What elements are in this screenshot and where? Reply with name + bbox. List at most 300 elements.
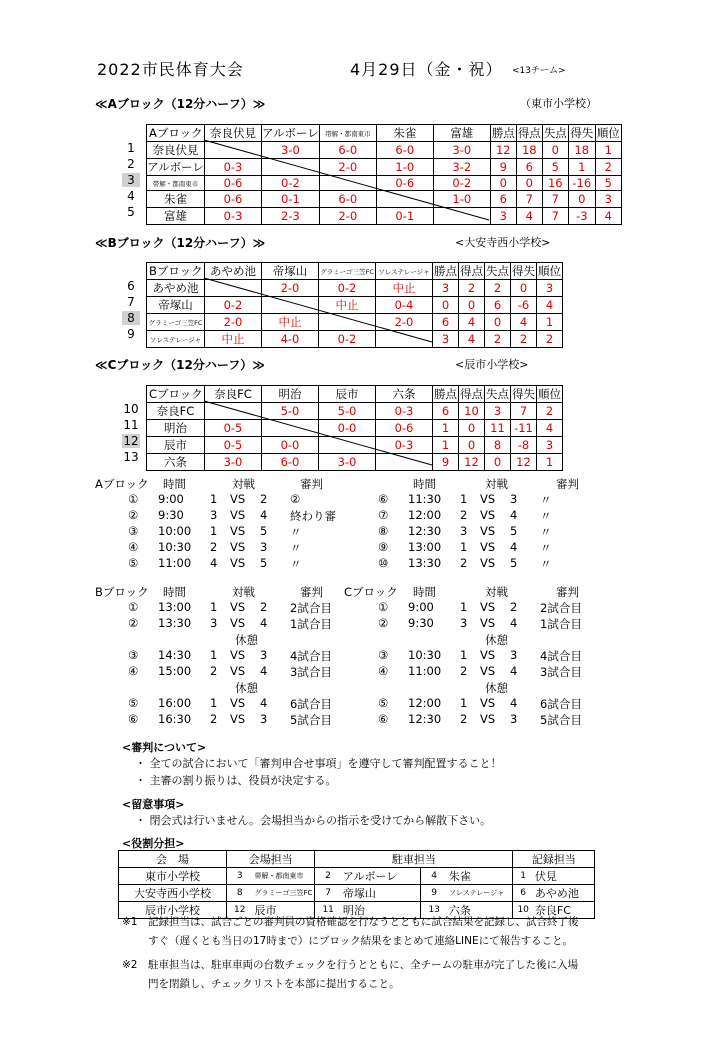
team-b: 2 bbox=[260, 600, 268, 614]
score-cell: 0-4 bbox=[376, 297, 433, 314]
referee: 〃 bbox=[540, 557, 552, 571]
team-a: 1 bbox=[210, 492, 218, 506]
column-header: 失点 bbox=[486, 387, 509, 401]
stat-cell: 5 bbox=[542, 159, 568, 176]
team-name: あやめ池 bbox=[147, 280, 205, 297]
match-no: ② bbox=[128, 508, 139, 522]
team-number: 10 bbox=[513, 902, 533, 919]
stat-cell: 9 bbox=[433, 454, 459, 471]
team-b: 4 bbox=[260, 664, 268, 678]
score-cell: 0-3 bbox=[205, 208, 262, 225]
break-label: 休憩 bbox=[235, 633, 258, 647]
score-cell: 2-0 bbox=[205, 314, 262, 331]
stat-cell: -8 bbox=[511, 437, 537, 454]
header-ref: 審判 bbox=[300, 477, 323, 491]
stat-cell: 1 bbox=[568, 159, 595, 176]
team-b: 5 bbox=[510, 556, 518, 570]
score-cell: 5-0 bbox=[262, 403, 319, 420]
score-cell: 3-0 bbox=[205, 454, 262, 471]
team-name: アルボーレ bbox=[147, 160, 204, 174]
referee: 〃 bbox=[290, 557, 302, 571]
team-number: 13 bbox=[421, 902, 447, 919]
score-cell: 4-0 bbox=[262, 331, 319, 348]
stat-cell: 2 bbox=[537, 331, 563, 348]
match-no: ③ bbox=[128, 648, 139, 662]
match-no: ⑥ bbox=[128, 712, 139, 726]
stat-cell: 0 bbox=[459, 437, 485, 454]
team-b: 4 bbox=[260, 508, 268, 522]
score-cell: 0-1 bbox=[376, 208, 433, 225]
vs-label: VS bbox=[230, 696, 246, 710]
team-name: 帯解・都南東市 bbox=[147, 176, 205, 191]
referee: 〃 bbox=[540, 509, 552, 523]
team-name: 明治 bbox=[147, 420, 205, 437]
break-label: 休憩 bbox=[485, 633, 508, 647]
score-cell: 3-0 bbox=[433, 142, 490, 159]
column-header: 朱雀 bbox=[376, 125, 433, 142]
score-cell: 0-3 bbox=[376, 437, 433, 454]
caution-item-1: ・ 閉会式は行いません。会場担当からの指示を受けてから解散下さい。 bbox=[135, 814, 492, 827]
column-header: 順位 bbox=[538, 264, 561, 278]
team-a: 2 bbox=[210, 664, 218, 678]
score-cell: 2-0 bbox=[376, 314, 433, 331]
column-header: 奈良FC bbox=[205, 386, 262, 403]
team-name: 六条 bbox=[447, 902, 513, 919]
vs-label: VS bbox=[230, 648, 246, 662]
match-time: 10:30 bbox=[158, 540, 192, 554]
score-cell: 6-0 bbox=[319, 142, 376, 159]
match-no: ① bbox=[128, 600, 139, 614]
team-b: 3 bbox=[260, 712, 268, 726]
column-header: 帝塚山 bbox=[262, 263, 319, 280]
match-time: 13:30 bbox=[158, 616, 192, 630]
team-number: 11 bbox=[315, 902, 341, 919]
row-number: 1 bbox=[127, 141, 135, 155]
vs-label: VS bbox=[480, 492, 496, 506]
stat-cell: 6 bbox=[433, 403, 459, 420]
note-line: 門を閉鎖し、チェックリストを本部に提出すること。 bbox=[148, 978, 400, 990]
referee: 1試合目 bbox=[290, 617, 332, 631]
team-a: 1 bbox=[460, 492, 468, 506]
match-no: ③ bbox=[128, 524, 139, 538]
column-header: 得失 bbox=[512, 264, 535, 278]
referee: 〃 bbox=[290, 525, 302, 539]
team-b: 3 bbox=[260, 540, 268, 554]
stat-cell: 2 bbox=[511, 331, 537, 348]
stat-cell: 7 bbox=[516, 191, 542, 208]
team-b: 4 bbox=[510, 508, 518, 522]
stat-cell: 3 bbox=[433, 331, 459, 348]
team-b: 2 bbox=[260, 492, 268, 506]
match-time: 12:00 bbox=[408, 508, 442, 522]
team-a: 1 bbox=[210, 524, 218, 538]
team-name: ソレステレージャ bbox=[447, 885, 513, 902]
stat-cell: 6 bbox=[490, 191, 516, 208]
match-no: ② bbox=[128, 616, 139, 630]
team-name: 六条 bbox=[147, 454, 205, 471]
team-a: 4 bbox=[210, 556, 218, 570]
column-header: あやめ池 bbox=[205, 263, 262, 280]
score-cell: 中止 bbox=[262, 314, 319, 331]
match-time: 10:30 bbox=[408, 648, 442, 662]
column-header: 順位 bbox=[538, 387, 561, 401]
column-header: 勝点 bbox=[434, 387, 457, 401]
team-name: 辰市 bbox=[147, 437, 205, 454]
score-cell: 5-0 bbox=[319, 403, 376, 420]
team-a: 3 bbox=[460, 524, 468, 538]
venue: 辰市小学校 bbox=[119, 902, 227, 919]
stat-cell: 0 bbox=[485, 454, 511, 471]
team-name: 伏見 bbox=[533, 868, 595, 885]
referee: 〃 bbox=[540, 541, 552, 555]
stat-cell: 0 bbox=[433, 297, 459, 314]
note-line: 駐車担当は、駐車車両の台数チェックを行うとともに、全チームの駐車が完了した後に入場 bbox=[148, 959, 579, 971]
block-c-venue: <辰市小学校> bbox=[455, 358, 529, 371]
match-no: ⑤ bbox=[128, 696, 139, 710]
stat-cell: 3 bbox=[595, 191, 621, 208]
stat-cell: 1 bbox=[433, 420, 459, 437]
team-name: 奈良伏見 bbox=[147, 142, 205, 159]
team-name: 帝塚山 bbox=[341, 885, 421, 902]
team-number: 6 bbox=[513, 885, 533, 902]
stat-cell: 6 bbox=[485, 297, 511, 314]
stat-cell: 0 bbox=[568, 191, 595, 208]
match-no: ③ bbox=[378, 648, 389, 662]
column-header: 順位 bbox=[596, 126, 620, 140]
row-number: 11 bbox=[123, 418, 139, 432]
column-header: 勝点 bbox=[434, 264, 457, 278]
vs-label: VS bbox=[230, 524, 246, 538]
team-b: 5 bbox=[510, 524, 518, 538]
note-line: すぐ（遅くとも当日の17時まで）にブロック結果をまとめて連絡LINEにて報告すること。 bbox=[148, 935, 574, 947]
score-cell: 6-0 bbox=[319, 191, 376, 208]
row-number: 2 bbox=[127, 157, 135, 171]
stat-cell: 16 bbox=[542, 176, 568, 191]
event-date: 4月29日（金・祝） bbox=[350, 60, 503, 79]
column-header: ソレステレージャ bbox=[376, 263, 433, 280]
block-b-title: ≪Bブロック（12分ハーフ）≫ bbox=[95, 236, 266, 250]
vs-label: VS bbox=[230, 508, 246, 522]
team-a: 1 bbox=[210, 648, 218, 662]
referee: 3試合目 bbox=[540, 665, 582, 679]
vs-label: VS bbox=[480, 524, 496, 538]
team-a: 2 bbox=[460, 664, 468, 678]
score-cell: 0-6 bbox=[205, 191, 262, 208]
match-no: ④ bbox=[378, 664, 389, 678]
column-header: 会 場 bbox=[119, 851, 227, 868]
match-no: ⑨ bbox=[378, 540, 389, 554]
stat-cell: 4 bbox=[537, 420, 563, 437]
match-time: 12:30 bbox=[408, 712, 442, 726]
referee: 3試合目 bbox=[290, 665, 332, 679]
break-label: 休憩 bbox=[485, 681, 508, 695]
team-name: 辰市 bbox=[253, 902, 315, 919]
match-no: ④ bbox=[128, 664, 139, 678]
score-cell: 0-3 bbox=[376, 403, 433, 420]
match-no: ⑥ bbox=[378, 712, 389, 726]
note-mark: ※1 bbox=[122, 916, 138, 928]
team-b: 4 bbox=[260, 616, 268, 630]
referee: 5試合目 bbox=[290, 713, 332, 727]
match-no: ⑧ bbox=[378, 524, 389, 538]
team-b: 4 bbox=[510, 696, 518, 710]
referee: ② bbox=[290, 492, 301, 506]
row-number: 10 bbox=[123, 402, 139, 416]
score-cell: 2-0 bbox=[319, 159, 376, 176]
column-header: 得点 bbox=[460, 387, 483, 401]
team-a: 1 bbox=[210, 696, 218, 710]
match-no: ① bbox=[378, 600, 389, 614]
stat-cell: 0 bbox=[459, 297, 485, 314]
header-time: 時間 bbox=[413, 477, 436, 491]
team-b: 3 bbox=[510, 492, 518, 506]
stat-cell: 4 bbox=[595, 208, 621, 225]
header-time: 時間 bbox=[163, 477, 186, 491]
team-number: 3 bbox=[227, 868, 253, 885]
stat-cell: 2 bbox=[595, 159, 621, 176]
stat-cell: 3 bbox=[537, 280, 563, 297]
match-time: 11:00 bbox=[158, 556, 192, 570]
diagonal-line bbox=[204, 278, 432, 342]
match-time: 12:00 bbox=[408, 696, 442, 710]
score-cell: 0-5 bbox=[205, 420, 262, 437]
team-b: 3 bbox=[510, 648, 518, 662]
stat-cell: 4 bbox=[511, 314, 537, 331]
team-name: アルボーレ bbox=[341, 868, 421, 885]
team-name: ソレステレージャ bbox=[147, 331, 205, 348]
vs-label: VS bbox=[230, 492, 246, 506]
stat-cell: 0 bbox=[459, 420, 485, 437]
vs-label: VS bbox=[480, 600, 496, 614]
vs-label: VS bbox=[230, 556, 246, 570]
stat-cell: -3 bbox=[568, 208, 595, 225]
match-time: 13:00 bbox=[158, 600, 192, 614]
match-no: ⑤ bbox=[378, 696, 389, 710]
match-time: 9:00 bbox=[158, 492, 184, 506]
header-match: 対戦 bbox=[232, 477, 255, 491]
table-header-row bbox=[147, 125, 622, 142]
column-header: 駐車担当 bbox=[315, 851, 513, 868]
team-a: 3 bbox=[460, 616, 468, 630]
schedule-label: Aブロック bbox=[95, 477, 149, 491]
stat-cell: 5 bbox=[595, 176, 621, 191]
score-cell: 0-5 bbox=[205, 437, 262, 454]
block-a-title: ≪Aブロック（12分ハーフ）≫ bbox=[95, 97, 266, 111]
referee: 6試合目 bbox=[540, 697, 582, 711]
referee-item-2: ・ 主審の割り振りは、役員が決定する。 bbox=[135, 774, 337, 787]
row-number: 6 bbox=[127, 279, 135, 293]
stat-cell: 2 bbox=[485, 331, 511, 348]
vs-label: VS bbox=[480, 616, 496, 630]
match-time: 9:30 bbox=[158, 508, 184, 522]
roles-table bbox=[118, 850, 595, 919]
score-cell: 0-2 bbox=[262, 176, 320, 191]
team-b: 4 bbox=[510, 664, 518, 678]
stat-cell: 3 bbox=[485, 403, 511, 420]
stat-cell: -6 bbox=[511, 297, 537, 314]
header-ref: 審判 bbox=[300, 585, 323, 599]
vs-label: VS bbox=[480, 664, 496, 678]
stat-cell: 2 bbox=[537, 403, 563, 420]
table-row bbox=[119, 885, 595, 902]
column-header: 辰市 bbox=[319, 386, 376, 403]
vs-label: VS bbox=[230, 664, 246, 678]
vs-label: VS bbox=[230, 540, 246, 554]
stat-cell: 0 bbox=[516, 176, 542, 191]
block-a-venue: （東市小学校） bbox=[520, 97, 597, 110]
referee: 5試合目 bbox=[540, 713, 582, 727]
stat-cell: 18 bbox=[516, 142, 542, 159]
team-name: 朱雀 bbox=[147, 191, 205, 208]
team-a: 3 bbox=[210, 508, 218, 522]
vs-label: VS bbox=[480, 556, 496, 570]
header-match: 対戦 bbox=[232, 585, 255, 599]
column-header: 記録担当 bbox=[513, 851, 595, 868]
team-b: 4 bbox=[510, 540, 518, 554]
vs-label: VS bbox=[230, 600, 246, 614]
stat-cell: 6 bbox=[433, 314, 459, 331]
score-cell: 2-0 bbox=[262, 280, 319, 297]
stat-cell: 11 bbox=[485, 420, 511, 437]
stat-cell: 4 bbox=[537, 297, 563, 314]
column-header: 六条 bbox=[376, 386, 433, 403]
stat-cell: 0 bbox=[490, 176, 516, 191]
vs-label: VS bbox=[480, 540, 496, 554]
team-name: 明治 bbox=[341, 902, 421, 919]
stat-cell: -16 bbox=[568, 176, 595, 191]
team-name: 奈良FC bbox=[147, 403, 205, 420]
table-header-row bbox=[147, 386, 563, 403]
stat-cell: 0 bbox=[511, 280, 537, 297]
stat-cell: 1 bbox=[433, 437, 459, 454]
stat-cell: 2 bbox=[459, 280, 485, 297]
team-b: 2 bbox=[510, 600, 518, 614]
column-header: 得失 bbox=[570, 126, 594, 140]
referee: 4試合目 bbox=[290, 649, 332, 663]
score-cell: 中止 bbox=[319, 297, 376, 314]
stat-cell: 3 bbox=[433, 280, 459, 297]
match-time: 13:00 bbox=[408, 540, 442, 554]
row-number: 4 bbox=[127, 189, 135, 203]
match-time: 15:00 bbox=[158, 664, 192, 678]
vs-label: VS bbox=[230, 616, 246, 630]
stat-cell: 4 bbox=[459, 331, 485, 348]
stat-cell: 7 bbox=[542, 191, 568, 208]
column-header: 得点 bbox=[517, 126, 541, 140]
match-no: ④ bbox=[128, 540, 139, 554]
header-match: 対戦 bbox=[485, 477, 508, 491]
break-label: 休憩 bbox=[235, 681, 258, 695]
stat-cell: 10 bbox=[459, 403, 485, 420]
referee: 1試合目 bbox=[540, 617, 582, 631]
stat-cell: 8 bbox=[485, 437, 511, 454]
stat-cell: 3 bbox=[490, 208, 516, 225]
diagonal-line bbox=[204, 140, 489, 220]
row-number: 12 bbox=[123, 434, 139, 448]
referee: 2試合目 bbox=[290, 601, 332, 615]
team-name: 奈良FC bbox=[533, 902, 595, 919]
row-number: 9 bbox=[127, 327, 135, 341]
stat-cell: 7 bbox=[511, 403, 537, 420]
referee: 〃 bbox=[540, 525, 552, 539]
row-number: 7 bbox=[127, 295, 135, 309]
score-cell: 0-6 bbox=[205, 176, 262, 191]
stat-cell: 9 bbox=[490, 159, 516, 176]
match-time: 12:30 bbox=[408, 524, 442, 538]
schedule-label: Bブロック bbox=[95, 585, 149, 599]
match-no: ① bbox=[128, 492, 139, 506]
stat-cell: 12 bbox=[490, 142, 516, 159]
score-cell: 1-0 bbox=[433, 191, 490, 208]
row-number: 8 bbox=[122, 311, 140, 325]
team-a: 2 bbox=[460, 556, 468, 570]
team-count: <13チーム> bbox=[512, 66, 566, 76]
team-a: 1 bbox=[460, 696, 468, 710]
match-no: ⑦ bbox=[378, 508, 389, 522]
team-b: 3 bbox=[260, 648, 268, 662]
team-a: 1 bbox=[460, 648, 468, 662]
column-header: 明治 bbox=[262, 386, 319, 403]
column-header: Cブロック bbox=[147, 386, 205, 403]
score-cell: 0-6 bbox=[376, 176, 433, 191]
column-header: グラミーゴ三笠FC bbox=[319, 263, 376, 280]
diagonal-line bbox=[204, 401, 432, 465]
score-cell: 6-0 bbox=[376, 142, 433, 159]
team-number: 7 bbox=[315, 885, 341, 902]
match-time: 9:00 bbox=[408, 600, 434, 614]
team-b: 4 bbox=[510, 616, 518, 630]
team-b: 3 bbox=[510, 712, 518, 726]
stat-cell: 0 bbox=[485, 314, 511, 331]
page-title: 2022市民体育大会 bbox=[97, 60, 244, 79]
column-header: 富雄 bbox=[433, 125, 490, 142]
column-header: 会場担当 bbox=[227, 851, 315, 868]
team-name: あやめ池 bbox=[533, 885, 595, 902]
score-cell: 0-0 bbox=[319, 420, 376, 437]
match-time: 9:30 bbox=[408, 616, 434, 630]
stat-cell: 3 bbox=[537, 437, 563, 454]
stat-cell: 1 bbox=[595, 142, 621, 159]
score-cell: 0-6 bbox=[376, 420, 433, 437]
vs-label: VS bbox=[480, 648, 496, 662]
stat-cell: -11 bbox=[511, 420, 537, 437]
referee: 2試合目 bbox=[540, 601, 582, 615]
vs-label: VS bbox=[480, 696, 496, 710]
score-cell: 0-1 bbox=[262, 191, 320, 208]
match-time: 16:00 bbox=[158, 696, 192, 710]
note-mark: ※2 bbox=[122, 959, 138, 971]
team-b: 4 bbox=[260, 696, 268, 710]
block-c-title: ≪Cブロック（12分ハーフ）≫ bbox=[95, 358, 265, 372]
note-line: 記録担当は、試合ごとの審判員の資格確認を行なうとともに試合結果を記録し、試合終了後 bbox=[148, 916, 579, 928]
referee-title: <審判について> bbox=[122, 741, 207, 754]
team-a: 2 bbox=[210, 540, 218, 554]
vs-label: VS bbox=[230, 712, 246, 726]
match-time: 14:30 bbox=[158, 648, 192, 662]
score-cell: 6-0 bbox=[262, 454, 319, 471]
score-cell: 0-3 bbox=[205, 159, 262, 176]
header-ref: 審判 bbox=[556, 477, 579, 491]
team-number: 8 bbox=[227, 885, 253, 902]
referee: 〃 bbox=[290, 541, 302, 555]
referee: 4試合目 bbox=[540, 649, 582, 663]
row-number: 3 bbox=[122, 173, 140, 187]
score-cell: 0-2 bbox=[319, 331, 376, 348]
match-no: ② bbox=[378, 616, 389, 630]
column-header: 得失 bbox=[512, 387, 535, 401]
referee: 終わり審 bbox=[290, 509, 336, 523]
stat-cell: 18 bbox=[568, 142, 595, 159]
